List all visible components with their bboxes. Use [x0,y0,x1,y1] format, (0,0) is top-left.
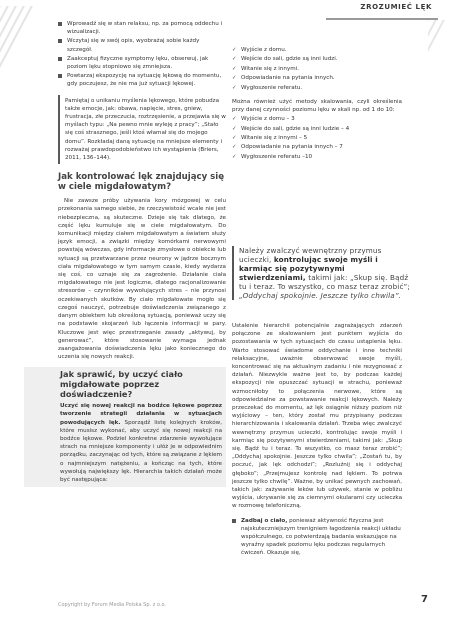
decorative-stripes-right [428,20,450,300]
check-item: ✓ Witanie się z innymi – 5 [232,134,402,142]
left-column [58,20,226,487]
pull-quote-italic: „Oddychaj spokojnie. Jeszcze tylko chwila”. [239,291,402,300]
list-item: Powtarzaj ekspozycję na sytuację lękową do momentu, gdy poczujesz, że nie ma już sytuacji lękowej. [58,72,226,88]
highlight-heading: Jak sprawić, by uczyć ciało migdałowate poprzez doświadczenie? [60,369,183,399]
bullet-body: ponieważ aktywność fizyczna jest najskuteczniejszym trenigniem łagodzenia reakcji układu współczulnego, co potwierdzają badania wskazujące na wyraźny spadek poziomu lęku podczas regularnych ćwiczeń. Okazuje się, [241,517,401,557]
check-item: ✓ Wygłoszenie referatu. [232,84,402,92]
check-item: ✓ Wyjście z domu. [232,46,402,54]
instruction-list [58,20,226,89]
paragraph: Nie zawsze próby używania kory mózgowej w celu przekonania samego siebie, że rzeczywistość wcale nie jest niebezpieczna, są skuteczne. Dzieje się tak dlatego, że część lęku kumuluje się w ciele migdałowatym. Do komunikacji między ciałem migdałowatym a światem służy język emocji, a związki między komórkami nerwowymi powstają wówczas, gdy informacje zmysłowe o obiekcie lub sytuacji są przetwarzane przez neurony w jądrze bocznym ciała migdałowatego w tym samym czasie, kiedy wydarza się coś, co uznaje się za zagrożenie. Działanie ciała migdałowatego nie jest logiczne, dlatego racjonalizowanie stresorów – czynników wywołujących stres – nie przynosi oczekiwanych skutków. By ciało migdałowate mogło się czegoś nauczyć, potrzebuje doświadczenia związanego z danym obiektem lub określoną sytuacją, ponieważ uczy się na podstawie skojarzeń lub łączenia informacji w pary. Kluczowe jest więc przestrzeganie zasady „aktywuj, by generować”, które stosowanie wymaga jednak zaangażowania doświadczenia lęku jako koniecznego do uczenia się nowych reakcji. [58,198,226,361]
page-number: 7 [421,594,428,605]
check-item: ✓ Wygłoszenie referatu –10 [232,153,402,161]
check-item: ✓ Wyjście z domu – 3 [232,115,402,123]
list-item: Wprowadź się w stan relaksu, np. za pomocą oddechu i wizualizacji. [58,20,226,36]
right-column-body [232,322,402,558]
check-item: ✓ Odpowiadanie na pytania innych – 7 [232,143,402,151]
section-label: ZROZUMIEĆ LĘK [360,3,432,11]
bullet-lead: Zadbaj o ciało, [241,517,288,524]
highlight-box [24,367,226,487]
list-item: Wczytaj się w swój opis, wyobrażaj sobie każdy szczegół. [58,37,226,53]
pull-quote-emphasis: kontrolując swoje myśli i karmiąc się pozytywnymi stwierdzeniami, [239,255,378,282]
check-item: ✓ Witanie się z innymi. [232,65,402,73]
hierarchy-list [232,46,402,92]
decorative-stripes-left [0,6,38,316]
scale-list [232,115,402,161]
paragraph: Ustalenie hierarchii potencjalnie zagrażających zdarzeń połączone ze skalowaniem jest punktem wyjścia do pozostawania w tych sytuacjach do czasu ustąpienia lęku. Warto stosować świadome oddychanie i inne techniki relaksacyjne, uważnie obserwować swoje myśli, koncentrować się na aktualnym zadaniu i nie rezygnować z działań. Niezwykle ważne jest to, by podczas każdej ekspozycji nie opuszczać sytuacji w strachu, ponieważ wzmocniłoby to połączenia nerwowe, które są odpowiedzialne za powstawanie reakcji lękowych. Należy przeczekać do momentu, aż lęk osiągnie niższy poziom niż wyjściowy – ten, który został mu przypisany podczas hierarchizowania i skalowania działań. Trzeba więc zwalczyć wewnętrzny przymus ucieczki, kontrolując swoje myśli i karmiąc się pozytywnymi stwierdzeniami, takimi jak: „Skup się. Bądź tu i teraz. To wszystko, co masz teraz zrobić”; „Oddychaj spokojnie. Jeszcze tylko chwila”; „Zostań tu, by poczuć, jak lęk odchodzi”; „Rozluźnij się i oddychaj głęboko”; „Przejmujesz kontrolę nad lękiem. To potrwa jeszcze tylko chwilę”. Ważne, by unikać pewnych zachowań, takich jak: zażywanie leków lub używek, stanie w pobliżu wyjścia, ukrywanie się za ciemnymi okularami czy ucieczka w rozmowę telefoniczną. [232,323,402,510]
scale-intro: Można również użyć metody skalowania, czyli określenia przy danej czynności poziomu lęku w skali np. od 1 do 10: [232,98,402,113]
check-item: ✓ Wejście do sali, gdzie są inni ludzi. [232,55,402,63]
pull-quote [232,246,411,300]
section-body [58,197,226,361]
highlight-body: Sporządź listę kolejnych kroków, które musisz wykonać, aby uczyć się nowej reakcji na bodźce lękowe. Podziel konkretne zdarzenie wywołujące strach na mniejsze komponenty i ułóż je w odpowiednim porządku, zaczynając od tych, które są związane z lękiem o najmniejszym natężeniu, a kończąc na tych, które wywołują największy lęk. Hierarchia takich działań może być następująca: [60,419,222,483]
section-tab [326,0,438,20]
list-item: Zaakceptuj fizyczne symptomy lęku, obserwuj, jak poziom lęku stopniowo się zmniejsza. [58,55,226,71]
check-item: ✓ Wejście do sali, gdzie są inni ludzie – 4 [232,125,402,133]
check-item: ✓ Odpowiadanie na pytania innych. [232,74,402,82]
reminder-box [58,95,226,165]
right-column-top [232,46,402,162]
copyright-note: Copyright by Forum Media Polska Sp. z o.o. [58,602,167,608]
pull-quote-part: takimi jak: „Skup się. Bądź tu i teraz. To wszystko, co masz teraz zrobić”; [239,273,410,291]
section-heading: Jak kontrolować lęk znajdujący się w ciele migdałowatym? [58,172,225,193]
reminder-text: Pamiętaj o unikaniu myślenia lękowego, które pobudza także emocje, jak: obawa, napięcie, stres, gniew, frustracja, złe przeczucia, roztrzęsienie, a przejawia się w myślach typu: „Na pewno mnie wyleję z pracy”; „Stało się coś strasznego, jeśli ktoś włamał się do mojego domu”. Rozkładaj daną sytuację na mniejsze elementy i rozważaj prawdopodobieństwo ich wystąpienia (Briers, 2011, 136–144). [65,97,226,162]
highlight-lead: Uczyć się nowej reakcji na bodźce lękowe poprzez tworzenie strategii działania w sytuacjach powodujących lęk. [60,403,222,426]
list-item [232,517,402,558]
pull-quote-part: Należy zwalczyć wewnętrzny przymus ucieczki, [239,246,382,264]
